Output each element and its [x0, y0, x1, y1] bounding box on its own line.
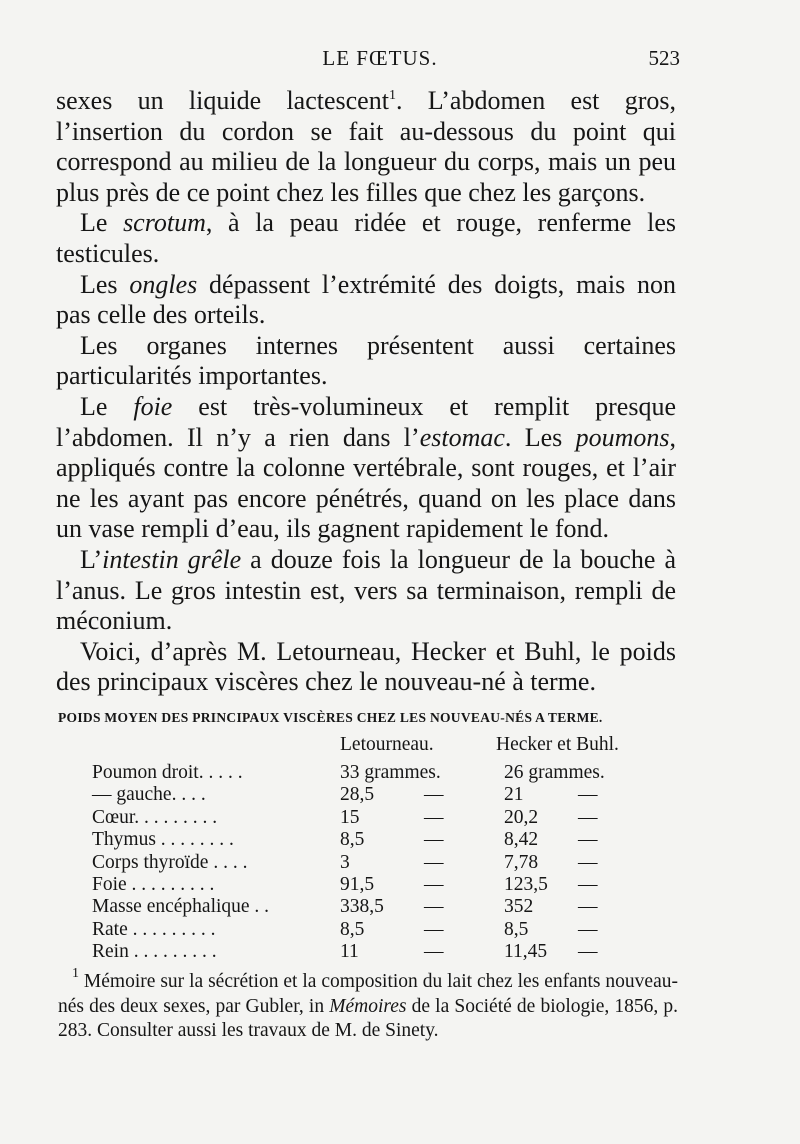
table-row	[86, 874, 686, 896]
hecker-buhl-value: 21	[504, 784, 524, 806]
organ-label: Corps thyroïde . . . .	[92, 851, 248, 873]
letourneau-value: 33 grammes.	[340, 762, 441, 783]
paragraph: Voici, d’après M. Letourneau, Hecker et Buhl, le poids des principaux viscères chez le nouveau-né à terme.	[56, 636, 676, 697]
ditto-mark: —	[424, 896, 444, 918]
ditto-mark: —	[578, 784, 598, 806]
ditto-mark: —	[424, 873, 444, 895]
hecker-buhl-value: 20,2	[504, 806, 539, 828]
ditto-mark: —	[424, 806, 444, 828]
paragraph: Le scrotum, à la peau ridée et rouge, renferme les testicules.	[56, 208, 676, 268]
table-row	[86, 829, 686, 851]
letourneau-value: 11	[340, 941, 359, 963]
paragraph: Les organes internes présentent aussi certaines particularités importantes.	[56, 330, 676, 391]
paragraph: sexes un liquide lactescent$^1$. L’abdomen est gros, l’insertion du cordon se fait au-dessous du point qui correspond au milieu de la longueur du corps, mais un peu plus près de ce point chez les filles que chez les garçons.	[56, 86, 676, 207]
body-text	[56, 86, 676, 698]
letourneau-value: 8,5	[340, 918, 365, 940]
table-row	[86, 852, 686, 874]
letourneau-value: 28,5	[340, 784, 375, 806]
ditto-mark: —	[424, 918, 444, 940]
footnote	[58, 966, 678, 1044]
organ-label: Foie . . . . . . . . .	[92, 873, 215, 895]
table-row	[86, 919, 686, 941]
table-row	[86, 941, 686, 963]
hecker-buhl-value: 123,5	[504, 873, 548, 895]
running-title: LE FŒTUS.	[322, 46, 438, 70]
table-body	[86, 762, 686, 964]
organ-label: Poumon droit. . . . .	[92, 762, 243, 783]
organ-label: — gauche. . . .	[92, 784, 206, 806]
ditto-mark: —	[578, 873, 598, 895]
table-row	[86, 762, 686, 784]
ditto-mark: —	[578, 941, 598, 963]
letourneau-value: 338,5	[340, 896, 384, 918]
ditto-mark: —	[578, 806, 598, 828]
column-header-letourneau: Letourneau.	[340, 734, 434, 755]
table-header	[86, 734, 686, 762]
paragraph: Les ongles dépassent l’extrémité des doigts, mais non pas celle des orteils.	[56, 269, 676, 330]
ditto-mark: —	[424, 941, 444, 963]
hecker-buhl-value: 8,5	[504, 918, 529, 940]
table-row	[86, 784, 686, 806]
letourneau-value: 91,5	[340, 873, 375, 895]
paragraph: Le foie est très-volumineux et remplit presque l’abdomen. Il n’y a rien dans l’estomac. Les poumons, appliqués contre la colonne vertébrale, sont rouges, et l’air ne les ayant pas encore pénétrés, quand on les place dans un vase rempli d’eau, ils gagnent rapidement le fond.	[56, 391, 676, 544]
organ-label: Cœur. . . . . . . . .	[92, 806, 218, 828]
ditto-mark: —	[424, 784, 444, 806]
footnote-text: $^1$ Mémoire sur la sécrétion et la composition du lait chez les enfants nouveau-nés des deux sexes, par Gubler, in Mémoires de la Société de biologie, 1856, p. 283. Consulter aussi les travaux de M. de Sinety.	[58, 966, 678, 1041]
letourneau-value: 15	[340, 806, 360, 828]
letourneau-value: 8,5	[340, 829, 365, 851]
running-header	[80, 46, 680, 76]
organ-label: Masse encéphalique . .	[92, 896, 270, 918]
paragraph: L’intestin grêle a douze fois la longueur de la bouche à l’anus. Le gros intestin est, vers sa terminaison, rempli de méconium.	[56, 544, 676, 636]
weights-table	[86, 734, 686, 964]
organ-label: Rein . . . . . . . . .	[92, 941, 217, 963]
ditto-mark: —	[424, 829, 444, 851]
organ-label: Thymus . . . . . . . .	[92, 829, 234, 851]
hecker-buhl-value: 352	[504, 896, 534, 918]
hecker-buhl-value: 7,78	[504, 851, 539, 873]
ditto-mark: —	[578, 918, 598, 940]
ditto-mark: —	[578, 851, 598, 873]
hecker-buhl-value: 11,45	[504, 941, 548, 963]
ditto-mark: —	[578, 896, 598, 918]
table-title: POIDS MOYEN DES PRINCIPAUX VISCÈRES CHEZ LES NOUVEAU-NÉS A TERME.	[58, 710, 603, 725]
letourneau-value: 3	[340, 851, 350, 873]
table-row	[86, 896, 686, 918]
page-number: 523	[648, 46, 680, 70]
hecker-buhl-value: 8,42	[504, 829, 539, 851]
table-row	[86, 807, 686, 829]
column-header-hecker-buhl: Hecker et Buhl.	[496, 734, 619, 755]
ditto-mark: —	[424, 851, 444, 873]
ditto-mark: —	[578, 829, 598, 851]
organ-label: Rate . . . . . . . . .	[92, 918, 216, 940]
hecker-buhl-value: 26 grammes.	[504, 762, 605, 783]
